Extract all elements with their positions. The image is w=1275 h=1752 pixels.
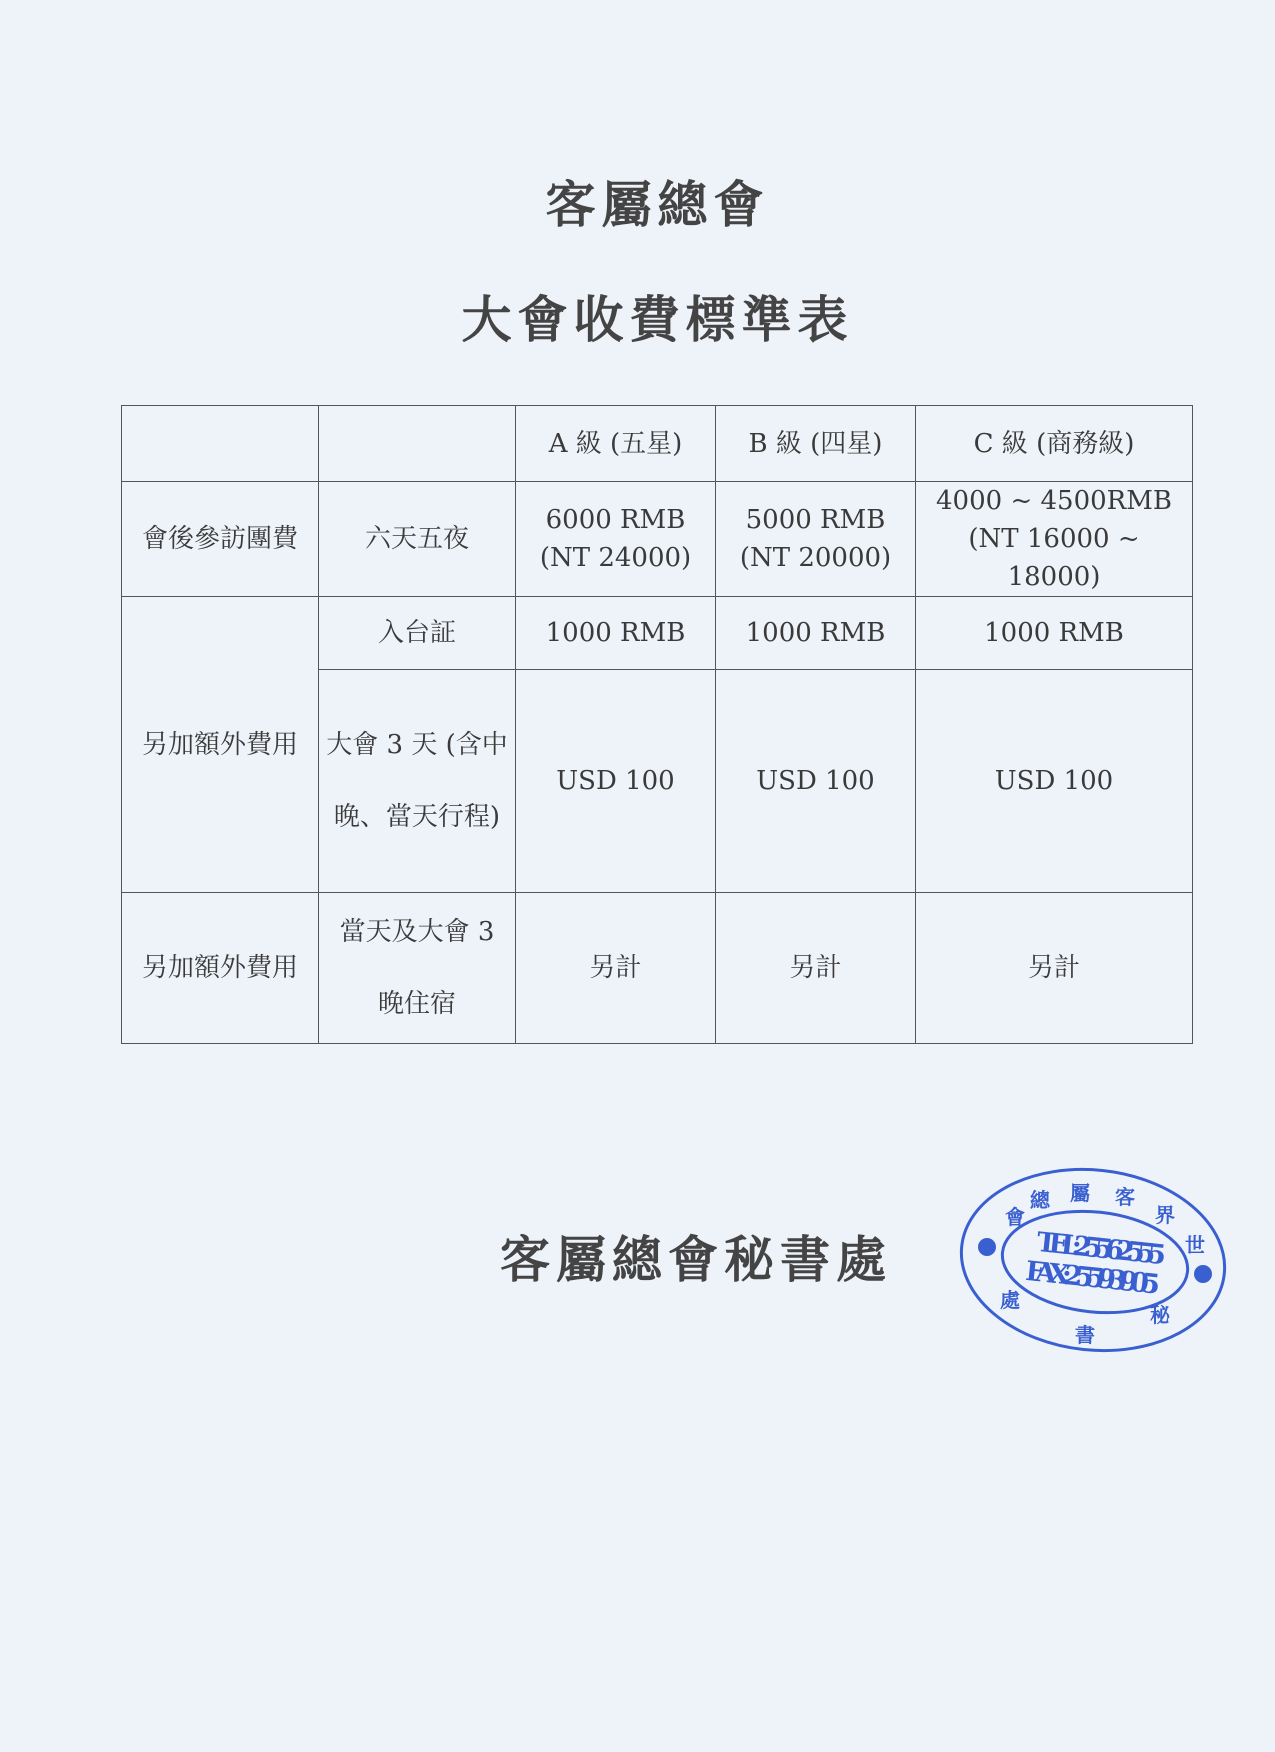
price-a xyxy=(516,482,716,597)
row-label: 另加額外費用 xyxy=(122,893,319,1044)
svg-text:秘: 秘 xyxy=(1150,1303,1170,1327)
price-c: 1000 RMB xyxy=(916,597,1193,670)
svg-text:TEL:25562555: TEL:25562555 xyxy=(1035,1226,1168,1272)
price-nt: (NT 16000 ~ 18000) xyxy=(968,524,1140,592)
price-a: 另計 xyxy=(516,893,716,1044)
svg-text:界: 界 xyxy=(1155,1203,1175,1227)
svg-text:會: 會 xyxy=(1005,1205,1025,1229)
svg-text:客: 客 xyxy=(1115,1185,1135,1209)
price-c: 另計 xyxy=(916,893,1193,1044)
table-header-row xyxy=(122,406,1193,482)
header-cell-c: C 級 (商務級) xyxy=(916,406,1193,482)
price-a: USD 100 xyxy=(516,670,716,893)
row-item: 大會 3 天 (含中晚、當天行程) xyxy=(319,670,516,893)
row-item: 六天五夜 xyxy=(319,482,516,597)
official-stamp xyxy=(955,1162,1230,1357)
price-nt: (NT 24000) xyxy=(539,543,692,573)
header-cell xyxy=(319,406,516,482)
price-nt: (NT 20000) xyxy=(739,543,892,573)
fee-table xyxy=(121,405,1193,1044)
price-b: 另計 xyxy=(716,893,916,1044)
header-cell-b: B 級 (四星) xyxy=(716,406,916,482)
price-c: USD 100 xyxy=(916,670,1193,893)
page-title: 大會收費標準表 xyxy=(461,290,854,349)
svg-text:FAX:25593905: FAX:25593905 xyxy=(1024,1255,1162,1301)
svg-text:總: 總 xyxy=(1030,1188,1050,1212)
price-rmb: 6000 RMB xyxy=(545,505,686,535)
svg-text:世: 世 xyxy=(1185,1233,1205,1257)
price-b: 1000 RMB xyxy=(716,597,916,670)
svg-text:屬: 屬 xyxy=(1070,1181,1090,1205)
price-b: USD 100 xyxy=(716,670,916,893)
row-item: 當天及大會 3 晚住宿 xyxy=(319,893,516,1044)
row-label: 另加額外費用 xyxy=(122,597,319,893)
price-a: 1000 RMB xyxy=(516,597,716,670)
price-b xyxy=(716,482,916,597)
price-rmb: 5000 RMB xyxy=(745,505,886,535)
table-row xyxy=(122,482,1193,597)
header-cell xyxy=(122,406,319,482)
svg-text:書: 書 xyxy=(1075,1323,1095,1347)
header-cell-a: A 級 (五星) xyxy=(516,406,716,482)
row-label: 會後參訪團費 xyxy=(122,482,319,597)
row-item: 入台証 xyxy=(319,597,516,670)
table-row xyxy=(122,597,1193,670)
org-title: 客屬總會 xyxy=(545,175,770,234)
signature: 客屬總會秘書處 xyxy=(500,1230,892,1289)
svg-text:處: 處 xyxy=(1000,1288,1020,1312)
price-rmb: 4000 ~ 4500RMB xyxy=(936,486,1172,516)
price-c xyxy=(916,482,1193,597)
table-row xyxy=(122,893,1193,1044)
